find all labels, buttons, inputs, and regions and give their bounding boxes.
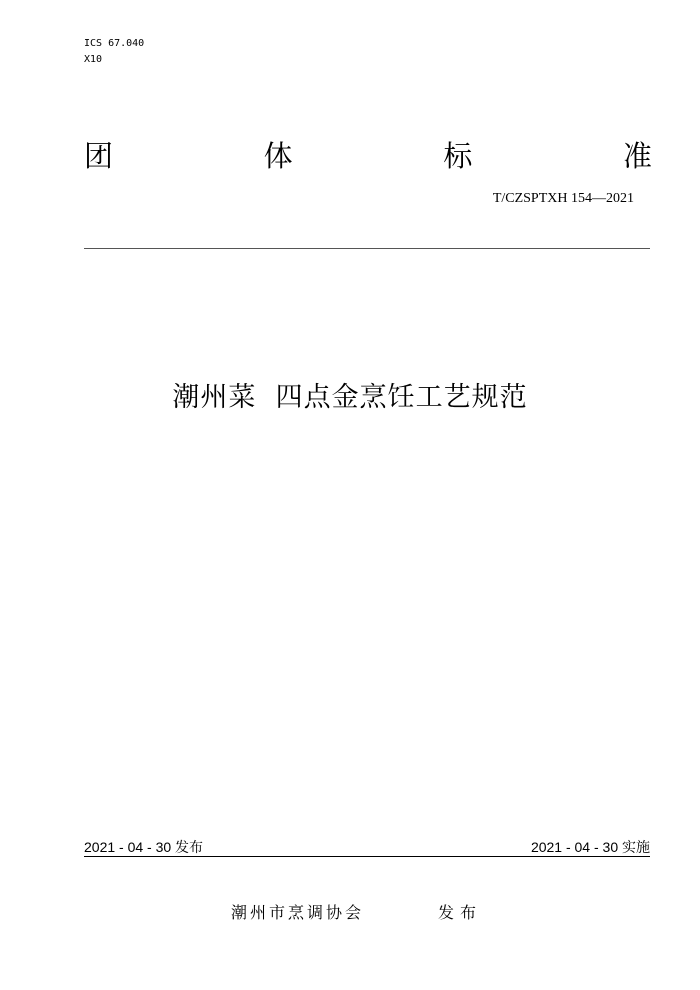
implement-date: 2021 - 04 - 30 实施 [530, 839, 650, 855]
issuer-name: 潮州市烹调协会 [231, 903, 365, 922]
publish-date: 2021 - 04 - 30 发布 [84, 839, 204, 855]
footer-divider [84, 856, 650, 857]
standard-type-char: 标 [443, 139, 473, 173]
standard-type-char: 准 [622, 139, 652, 173]
issuer-action: 发布 [438, 903, 483, 922]
standard-type-char: 体 [263, 139, 293, 173]
document-title: 潮州菜 四点金烹饪工艺规范 [172, 382, 528, 413]
class-code: X10 [84, 54, 103, 65]
header-divider [84, 248, 650, 249]
standard-type-char: 团 [84, 139, 114, 173]
standard-number: T/CZSPTXH 154—2021 [492, 191, 634, 206]
standard-type-heading [84, 136, 652, 176]
ics-code: ICS 67.040 [84, 38, 145, 49]
classification-block [84, 36, 144, 68]
